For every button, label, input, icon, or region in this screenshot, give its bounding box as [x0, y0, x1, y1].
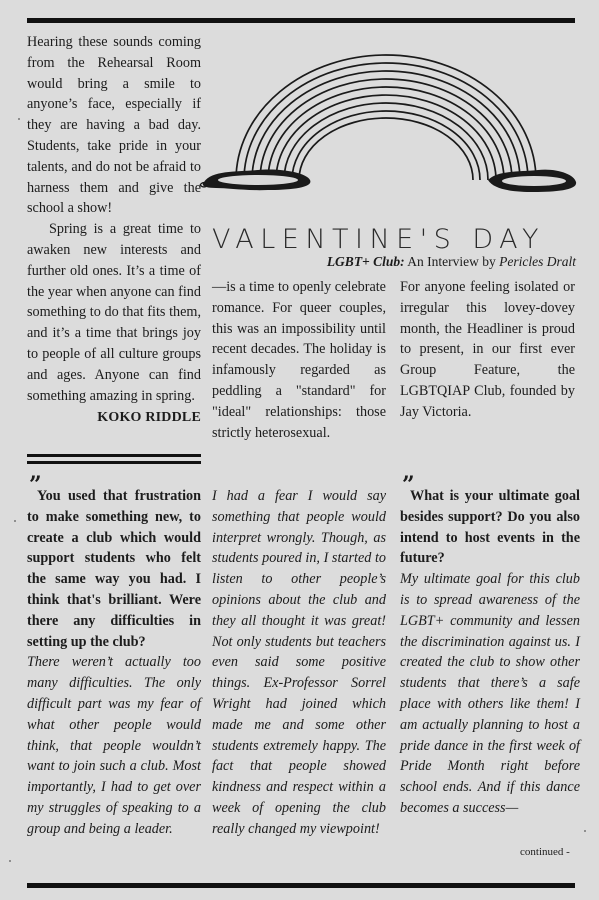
interview-column-3 [400, 486, 580, 819]
rainbow-illustration [198, 30, 583, 210]
interview-column-1 [27, 486, 201, 840]
interview-question-2: What is your ultimate goal besides support? Do you also intend to host events in the future? [400, 488, 580, 567]
top-rule [27, 18, 575, 23]
interview-question-1: You used that frustration to make something new, to create a club which would support students who felt the same way you had. I think that's brilliant. Were there any difficulties in setting up the club? [27, 488, 201, 650]
section-divider [27, 454, 201, 457]
quote-mark-icon: ” [402, 472, 415, 498]
subheadline [212, 254, 576, 270]
headline: VALENTINE'S DAY [212, 224, 546, 255]
paper-speck [9, 860, 11, 862]
interview-column-2 [212, 486, 386, 840]
paper-speck [584, 830, 586, 832]
spring-paragraph-2: Spring is a great time to awaken new interests and further old ones. It’s a time of the year when anyone can find something to do that fits them, and it’s a time that brings joy to people of all culture groups and ages. Anyone can find something amazing in spring. [27, 221, 201, 404]
subhead-author: Pericles Dralt [499, 254, 576, 269]
paper-speck [18, 118, 20, 120]
intro-paragraph-2: For anyone feeling isolated or irregular this lovey-dovey month, the Headliner is proud to present, in our first ever Group Feature, the LGBTQIAP Club, founded by Jay Victoria. [400, 279, 575, 420]
subhead-club: LGBT+ Club: [326, 254, 405, 269]
intro-paragraph-1: —is a time to openly celebrate romance. For queer couples, this was an impossibility until recent decades. The holiday is infamously regarded as peddling a "standard" for "ideal" relationships: those strictly heterosexual. [212, 279, 386, 441]
section-divider [27, 461, 201, 464]
author-byline: KOKO RIDDLE [97, 410, 201, 426]
quote-mark-icon: ” [29, 472, 42, 498]
article-intro-column-1 [212, 277, 386, 443]
interview-answer-2: My ultimate goal for this club is to spread awareness of the LGBT+ community and lessen the discrimination against us. I created the club to show other students that there’s a safe place with others like them! I am actually planning to host a pride dance in the first week of Pride Month right before school ends. And if this dance becomes a success— [400, 571, 580, 816]
interview-answer-1: There weren’t actually too many difficulties. The only difficult part was my fear of what other people would think, that people wouldn’t want to join such a club. Most importantly, I had to get over my struggles of speaking to a group and being a leader. [27, 654, 201, 837]
spring-paragraph-1: Hearing these sounds coming from the Rehearsal Room would bring a smile to anyone’s face, especially if they are having a bad day. Students, take pride in your talents, and do not be afraid to harness them and give the school a show! [27, 34, 201, 217]
subhead-text: An Interview by [404, 254, 500, 269]
article-spring-column [27, 32, 201, 429]
paper-speck [14, 520, 16, 522]
article-intro-column-2 [400, 277, 575, 423]
bottom-rule [27, 883, 575, 888]
interview-answer-1-continued: I had a fear I would say something that people would interpret wrongly. Though, as students poured in, I started to listen to other people’s opinions about the club and they all thought it was great! Not only students but teachers even said some positive things. Ex-Professor Sorrel Wright had joined which made me and some other students extremely happy. The fact that people showed kindness and respect within a week of opening the club really changed my viewpoint! [212, 488, 386, 837]
continued-label: continued - [520, 846, 570, 858]
